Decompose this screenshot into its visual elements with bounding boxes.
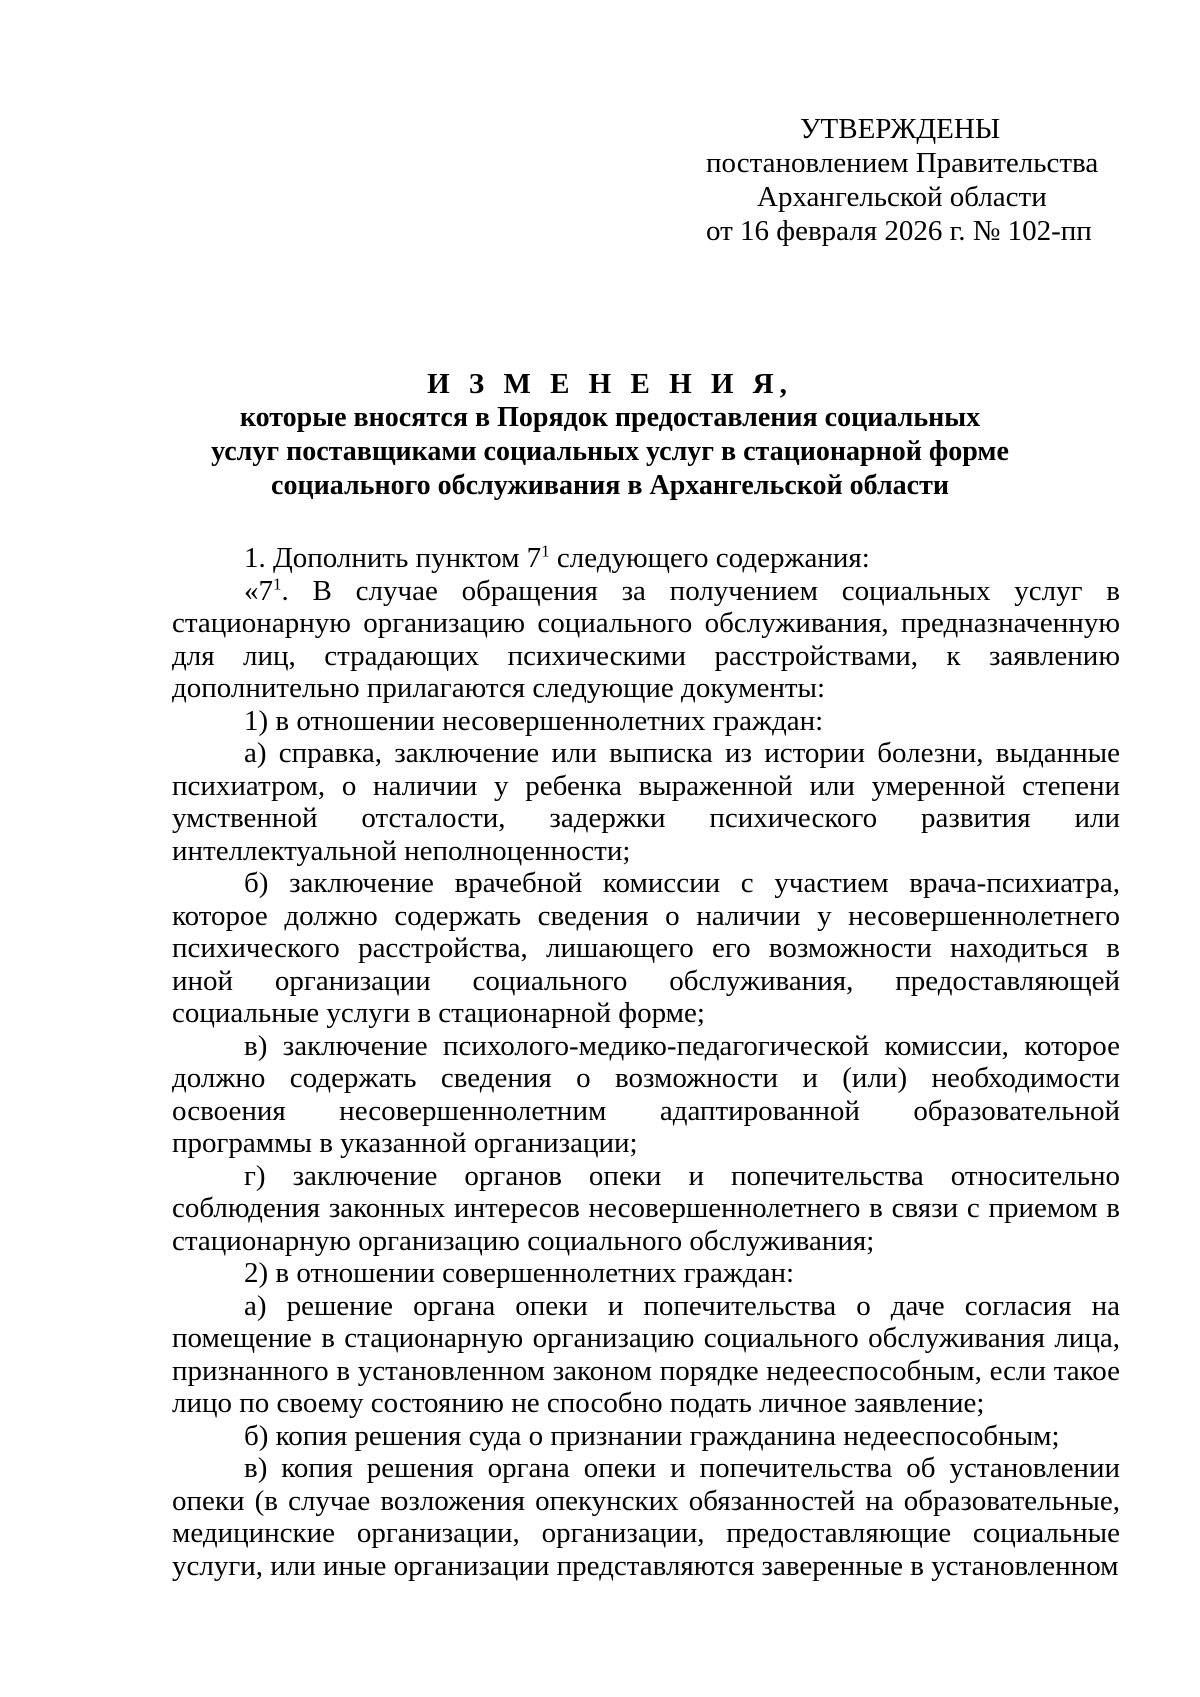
approval-line-3: от 16 февраля 2026 г. № 102-пп xyxy=(706,215,1092,247)
paragraph-minors-v: в) заключение психолого-медико-педагогической комиссии, которое должно содержать сведения о возможности и (или) необходимости освоения несовершеннолетним адаптированной образовательной программы в указанной организации; xyxy=(172,1029,1120,1159)
title-subtitle-line: социального обслуживания в Архангельской области xyxy=(271,470,949,501)
approval-stamp-block xyxy=(670,112,1140,248)
paragraph-minors: 1) в отношении несовершеннолетних граждан: xyxy=(244,704,824,737)
approval-heading: УТВЕРЖДЕНЫ xyxy=(800,113,1001,145)
paragraph-adults-b: б) копия решения суда о признании гражданина недееспособным; xyxy=(244,1419,1060,1452)
paragraph-item-1: 1. Дополнить пунктом $7^1$ следующего содержания: xyxy=(244,541,870,574)
paragraph-minors-a: а) справка, заключение или выписка из истории болезни, выданные психиатром, о наличии у ребенка выраженной или умеренной степени умственной отсталости, задержки психического развития или интеллектуальной неполноценности; xyxy=(172,737,1120,867)
approval-line-1: постановлением Правительства xyxy=(706,147,1099,179)
document-title xyxy=(170,367,1050,503)
document-body xyxy=(172,542,1120,1582)
paragraph-adults-v: в) копия решения органа опеки и попечительства об установлении опеки (в случае возложения опекунских обязанностей на образовательные, медицинские организации, организации, предоставляющие социальные услуги, или иные организации представляются заверенные в установленном xyxy=(172,1452,1120,1582)
paragraph-item-7-1: «$7^1$. В случае обращения за получением социальных услуг в стационарную организацию социального обслуживания, предназначенную для лиц, страдающих психическими расстройствами, к заявлению дополнительно прилагаются следующие документы: xyxy=(172,573,1120,704)
paragraph-adults: 2) в отношении совершеннолетних граждан: xyxy=(244,1257,795,1289)
paragraph-adults-a: а) решение органа опеки и попечительства о даче согласия на помещение в стационарную организацию социального обслуживания лица, признанного в установленном законом порядке недееспособным, если такое лицо по своему состоянию не способно подать личное заявление; xyxy=(172,1289,1120,1419)
paragraph-minors-g: г) заключение органов опеки и попечительства относительно соблюдения законных интересов несовершеннолетнего в связи с приемом в стационарную организацию социального обслуживания; xyxy=(172,1159,1120,1257)
title-main: И З М Е Н Е Н И Я, xyxy=(427,368,793,400)
approval-line-2: Архангельской области xyxy=(757,181,1047,213)
title-subtitle-line: которые вносятся в Порядок предоставления социальных xyxy=(239,402,981,433)
paragraph-minors-b: б) заключение врачебной комиссии с участием врача-психиатра, которое должно содержать сведения о наличии у несовершеннолетнего психического расстройства, лишающего его возможности находиться в иной организации социального обслуживания, предоставляющей социальные услуги в стационарной форме; xyxy=(172,867,1120,1029)
title-subtitle-line: услуг поставщиками социальных услуг в стационарной форме xyxy=(211,436,1009,467)
